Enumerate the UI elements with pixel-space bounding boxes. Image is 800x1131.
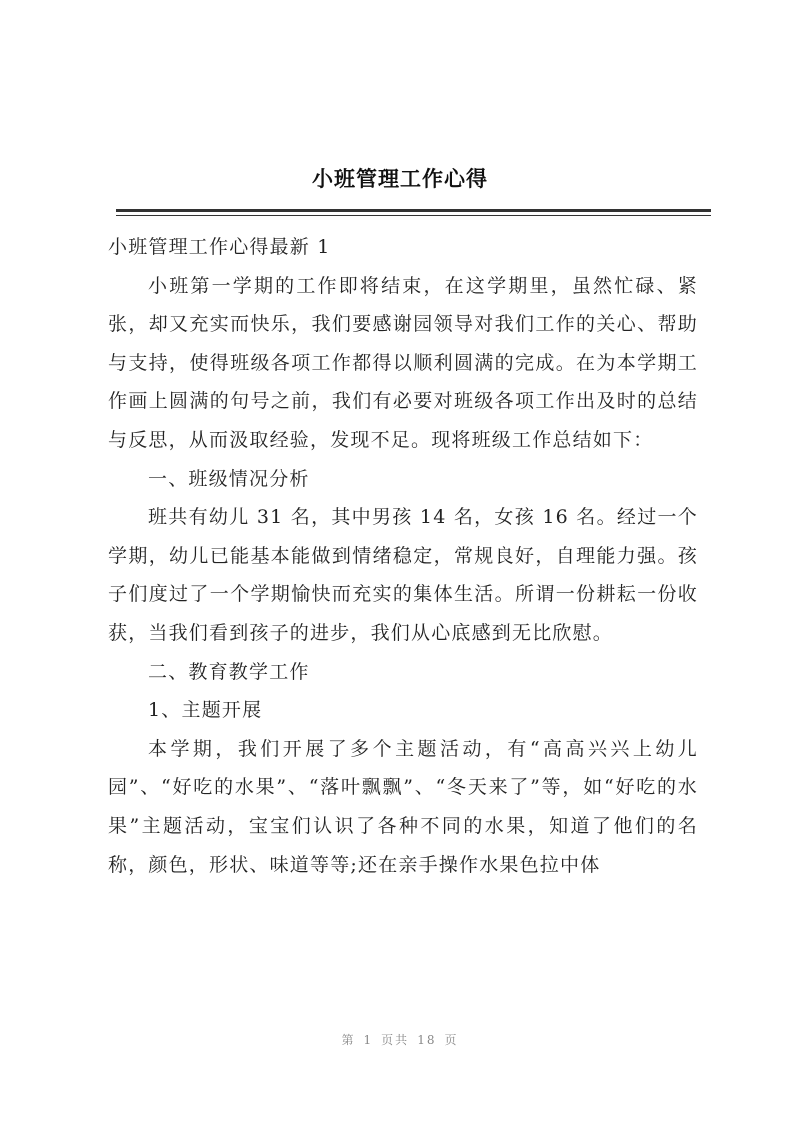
paragraph-intro: 小班第一学期的工作即将结束，在这学期里，虽然忙碌、紧张，却又充实而快乐，我们要感谢园领导对我们工作的关心、帮助与支持，使得班级各项工作都得以顺利圆满的完成。在为本学期工作画上圆满的句号之前，我们有必要对班级各项工作出及时的总结与反思，从而汲取经验，发现不足。现将班级工作总结如下： xyxy=(108,274,698,451)
footer-page-number: 1 xyxy=(363,1033,374,1047)
footer-page-mid: 页共 xyxy=(381,1033,410,1047)
document-body xyxy=(108,228,698,884)
footer-page-end: 页 xyxy=(444,1033,459,1047)
heading-class-analysis: 一、班级情况分析 xyxy=(148,467,310,490)
section-subtitle: 小班管理工作心得最新 1 xyxy=(108,236,331,258)
title-underline-thick xyxy=(116,209,711,212)
heading-theme-activities: 1、主题开展 xyxy=(148,699,263,722)
paragraph-theme-activities: 本学期，我们开展了多个主题活动，有“高高兴兴上幼儿园”、“好吃的水果”、“落叶飘飘”、“冬天来了”等，如“好吃的水果”主题活动，宝宝们认识了各种不同的水果，知道了他们的名称，颜色，形状、味道等等;还在亲手操作水果色拉中体 xyxy=(108,737,698,876)
page-title: 小班管理工作心得 xyxy=(312,166,488,191)
paragraph-class-analysis: 班共有幼儿 31 名，其中男孩 14 名，女孩 16 名。经过一个学期，幼儿已能基本能做到情绪稳定，常规良好，自理能力强。孩子们度过了一个学期愉快而充实的集体生活。所谓一份耕耘一份收获，当我们看到孩子的进步，我们从心底感到无比欣慰。 xyxy=(108,506,698,644)
heading-teaching-work: 二、教育教学工作 xyxy=(148,660,310,683)
title-underline-thin xyxy=(116,215,711,216)
footer-total-pages: 18 xyxy=(417,1033,437,1047)
page-footer xyxy=(0,1031,800,1048)
footer-page-label: 第 xyxy=(341,1033,356,1047)
